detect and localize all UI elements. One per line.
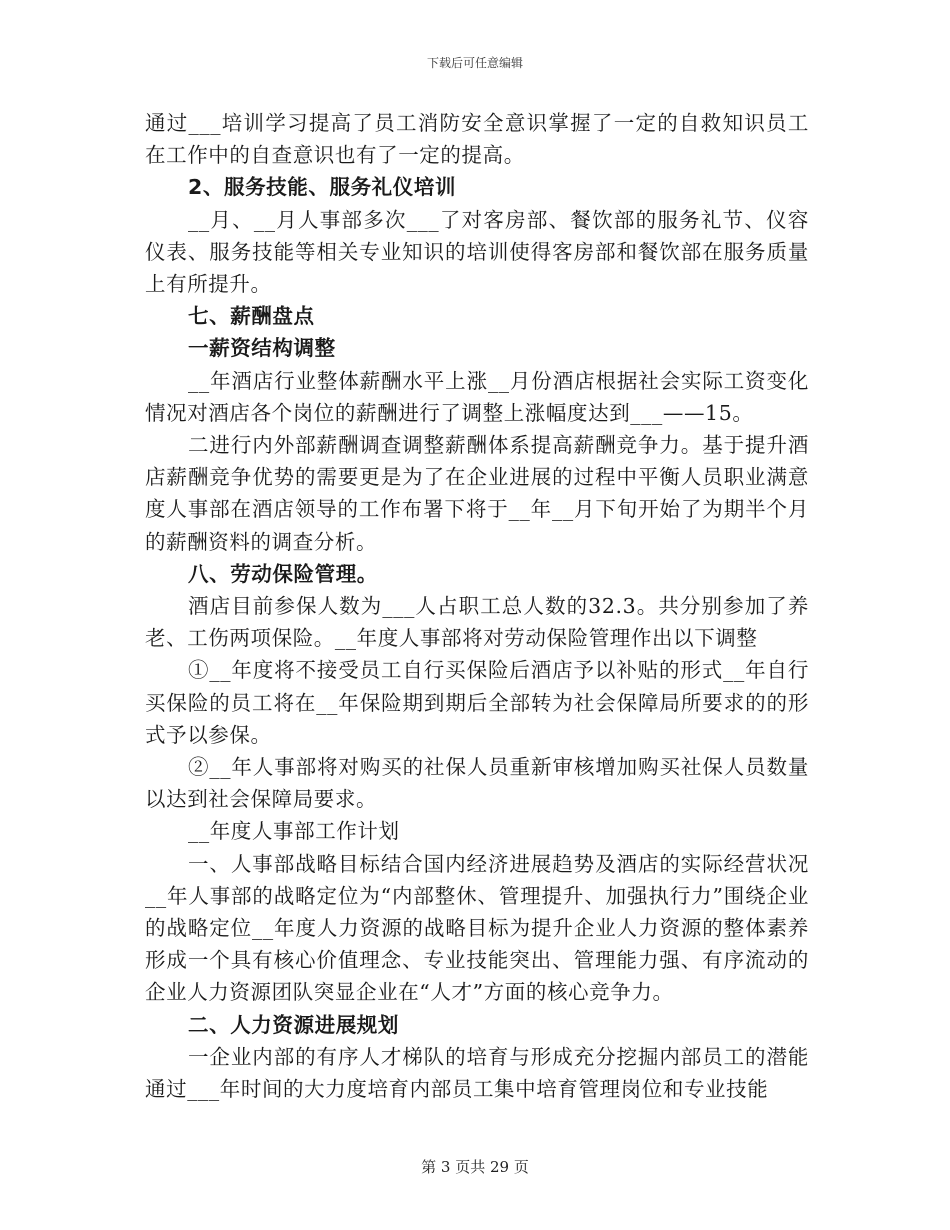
plan-title: __年度人事部工作计划 [188, 819, 400, 844]
paragraph: __月、__月人事部多次___了对客房部、餐饮部的服务礼节、仪容仪表、服务技能等相关专业知识的培训使得客房部和餐饮部在服务质量上有所提升。 [145, 207, 809, 297]
paragraph: ①__年度将不接受员工自行买保险后酒店予以补贴的形式__年自行买保险的员工将在__年保险期到期后全部转为社会保障局所要求的的形式予以参保。 [145, 658, 809, 747]
paragraph: 一、人事部战略目标结合国内经济进展趋势及酒店的实际经营状况__年人事部的战略定位为“内部整休、管理提升、加强执行力”围绕企业的战略定位__年度人力资源的战略目标为提升企业人力资源的整体素养形成一个具有核心价值理念、专业技能突出、管理能力强、有序流动的企业人力资源团队突显企业在“人才”方面的核心竞争力。 [145, 851, 809, 1005]
section-heading: 七、薪酬盘点 [188, 304, 315, 329]
paragraph: 二进行内外部薪酬调查调整薪酬体系提高薪酬竞争力。基于提升酒店薪酬竞争优势的需要更是为了在企业进展的过程中平衡人员职业满意度人事部在酒店领导的工作布署下将于__年__月下旬开始了为期半个月的薪酬资料的调查分析。 [145, 433, 809, 554]
subsection-heading: 一薪资结构调整 [188, 336, 336, 361]
page-footer: 第 3 页共 29 页 [421, 1158, 529, 1176]
paragraph: 酒店目前参保人数为___人占职工总人数的32.3。共分别参加了养老、工伤两项保险。__年度人事部将对劳动保险管理作出以下调整 [145, 594, 809, 651]
section-heading: 二、人力资源进展规划 [188, 1012, 399, 1037]
paragraph: 通过___培训学习提高了员工消防安全意识掌握了一定的自救知识员工在工作中的自查意识也有了一定的提高。 [145, 111, 809, 168]
paragraph: ②__年人事部将对购买的社保人员重新审核增加购买社保人员数量以达到社会保障局要求。 [145, 755, 809, 812]
page-header: 下载后可任意编辑 [426, 56, 523, 70]
paragraph: 一企业内部的有序人才梯队的培育与形成充分挖掘内部员工的潜能通过___年时间的大力度培育内部员工集中培育管理岗位和专业技能 [145, 1044, 809, 1102]
paragraph: __年酒店行业整体薪酬水平上涨__月份酒店根据社会实际工资变化情况对酒店各个岗位的薪酬进行了调整上涨幅度达到___——15。 [145, 368, 809, 425]
section-heading: 2、服务技能、服务礼仪培训 [188, 175, 457, 200]
document-body [145, 107, 809, 1105]
section-heading: 八、劳动保险管理。 [188, 561, 378, 586]
